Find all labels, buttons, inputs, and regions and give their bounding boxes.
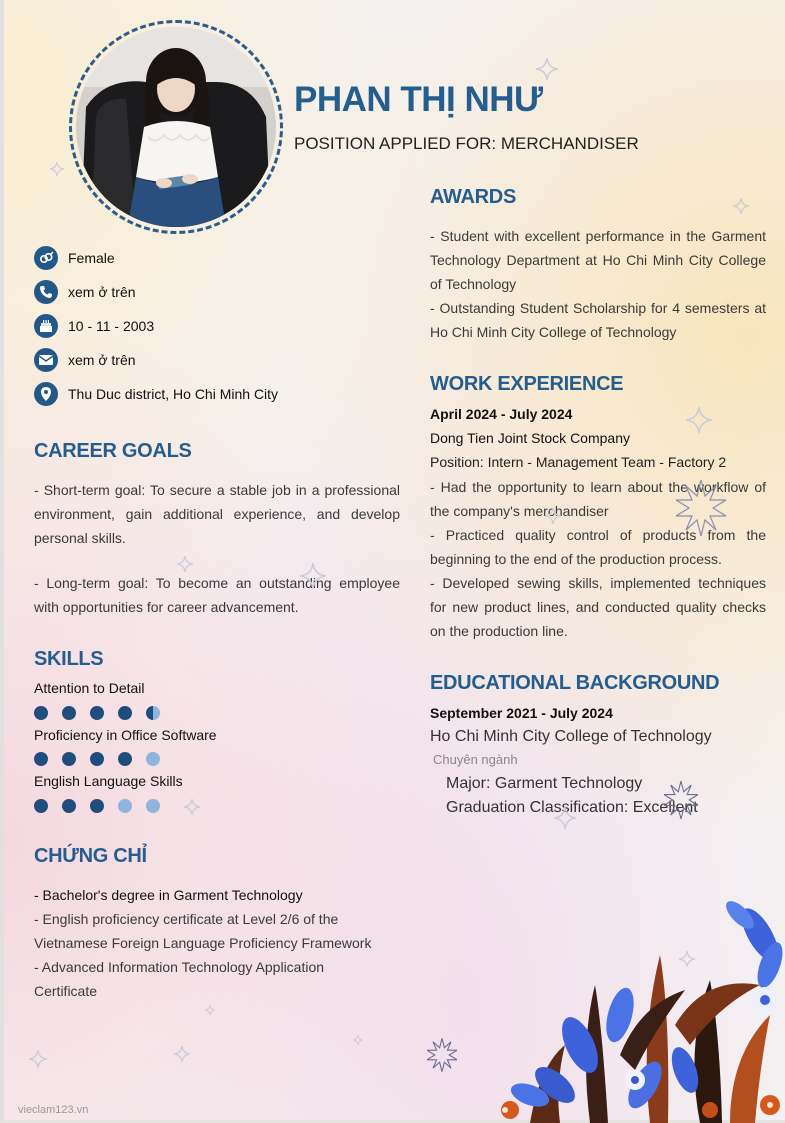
rating-dot: [118, 752, 132, 766]
work-company: Dong Tien Joint Stock Company: [430, 430, 630, 446]
work-duty: - Developed sewing skills, implemented techniques for new product lines, and conducted quality checks on the production line.: [430, 575, 766, 639]
contact-address: [34, 382, 278, 406]
certificate-item: - Bachelor's degree in Garment Technology: [34, 887, 303, 903]
skill-rating: [34, 752, 174, 766]
sparkle-decoration: [205, 1005, 215, 1015]
gender-icon: [34, 246, 58, 270]
skill-rating: [34, 706, 174, 720]
skill-rating: [34, 799, 174, 813]
skill-label: English Language Skills: [34, 773, 183, 789]
sparkle-decoration: [177, 556, 193, 572]
sparkle-decoration: [554, 807, 576, 829]
education-sub-label: Chuyên ngành: [433, 752, 518, 767]
rating-dot: [118, 799, 132, 813]
sparkle-decoration: [184, 799, 200, 815]
sparkle-decoration: [353, 1035, 363, 1045]
rating-dot: [34, 752, 48, 766]
work-duty: - Had the opportunity to learn about the workflow of the company's merchandiser: [430, 479, 766, 519]
skills-heading: SKILLS: [34, 648, 104, 670]
rating-dot: [34, 706, 48, 720]
rating-dot: [90, 706, 104, 720]
education-heading: EDUCATIONAL BACKGROUND: [430, 672, 720, 694]
career-goals-heading: CAREER GOALS: [34, 440, 192, 462]
contact-email: [34, 348, 136, 372]
education-school: Ho Chi Minh City College of Technology: [430, 728, 712, 745]
sparkle-decoration: [536, 58, 558, 80]
rating-dot: [146, 799, 160, 813]
contact-birthday: [34, 314, 154, 338]
award-item: - Outstanding Student Scholarship for 4 semesters at Ho Chi Minh City College of Technology: [430, 300, 766, 340]
skill-label: Proficiency in Office Software: [34, 727, 217, 743]
sparkle-decoration: [50, 162, 64, 176]
award-item: - Student with excellent performance in the Garment Technology Department at Ho Chi Minh City College of Technology: [430, 228, 766, 292]
work-duty: - Practiced quality control of products from the beginning to the end of the production process.: [430, 527, 766, 567]
rating-dot: [90, 752, 104, 766]
rating-dot: [146, 706, 160, 720]
starburst-decoration: [664, 780, 698, 820]
profile-photo: [69, 20, 283, 234]
rating-dot: [62, 706, 76, 720]
starburst-decoration: [427, 1038, 457, 1072]
education-date: September 2021 - July 2024: [430, 705, 613, 721]
location-pin-icon: [34, 382, 58, 406]
work-date: April 2024 - July 2024: [430, 406, 573, 422]
contact-gender: [34, 246, 115, 270]
candidate-name: PHAN THỊ NHƯ: [294, 80, 543, 119]
sparkle-decoration: [29, 1050, 47, 1068]
gender-text: Female: [68, 250, 115, 266]
awards-heading: AWARDS: [430, 186, 516, 208]
sparkle-decoration: [174, 1046, 190, 1062]
sparkle-decoration: [686, 407, 712, 433]
certificate-item: - Advanced Information Technology Application Certificate: [34, 959, 325, 999]
long-term-goal: - Long-term goal: To become an outstanding employee with opportunities for career advancement.: [34, 575, 400, 615]
certificate-item: - English proficiency certificate at Level 2/6 of the Vietnamese Foreign Language Proficiency Framework: [34, 911, 372, 951]
floral-illustration: [470, 895, 785, 1123]
phone-text: xem ở trên: [68, 284, 136, 300]
certificates-heading: CHỨNG CHỈ: [34, 845, 147, 867]
rating-dot: [62, 799, 76, 813]
contact-phone: [34, 280, 136, 304]
short-term-goal: - Short-term goal: To secure a stable job in a professional environment, gain additional experience, and develop personal skills.: [34, 482, 400, 546]
skill-label: Attention to Detail: [34, 680, 145, 696]
birthday-text: 10 - 11 - 2003: [68, 318, 155, 334]
watermark: vieclam123.vn: [18, 1104, 89, 1116]
education-major: Major: Garment Technology: [446, 775, 643, 792]
sparkle-decoration: [300, 563, 326, 589]
phone-icon: [34, 280, 58, 304]
work-experience-heading: WORK EXPERIENCE: [430, 373, 624, 395]
sparkle-decoration: [545, 508, 561, 524]
address-text: Thu Duc district, Ho Chi Minh City: [68, 386, 279, 402]
rating-dot: [34, 799, 48, 813]
profile-photo-image: [76, 27, 276, 227]
work-position: Position: Intern - Management Team - Factory 2: [430, 454, 727, 470]
education-classification: Graduation Classification: Excellent: [446, 799, 698, 816]
email-icon: [34, 348, 58, 372]
rating-dot: [62, 752, 76, 766]
birthday-cake-icon: [34, 314, 58, 338]
rating-dot: [146, 752, 160, 766]
starburst-decoration: [676, 480, 726, 536]
position-applied: POSITION APPLIED FOR: MERCHANDISER: [294, 134, 639, 153]
email-text: xem ở trên: [68, 352, 136, 368]
sparkle-decoration: [733, 198, 749, 214]
rating-dot: [118, 706, 132, 720]
rating-dot: [90, 799, 104, 813]
